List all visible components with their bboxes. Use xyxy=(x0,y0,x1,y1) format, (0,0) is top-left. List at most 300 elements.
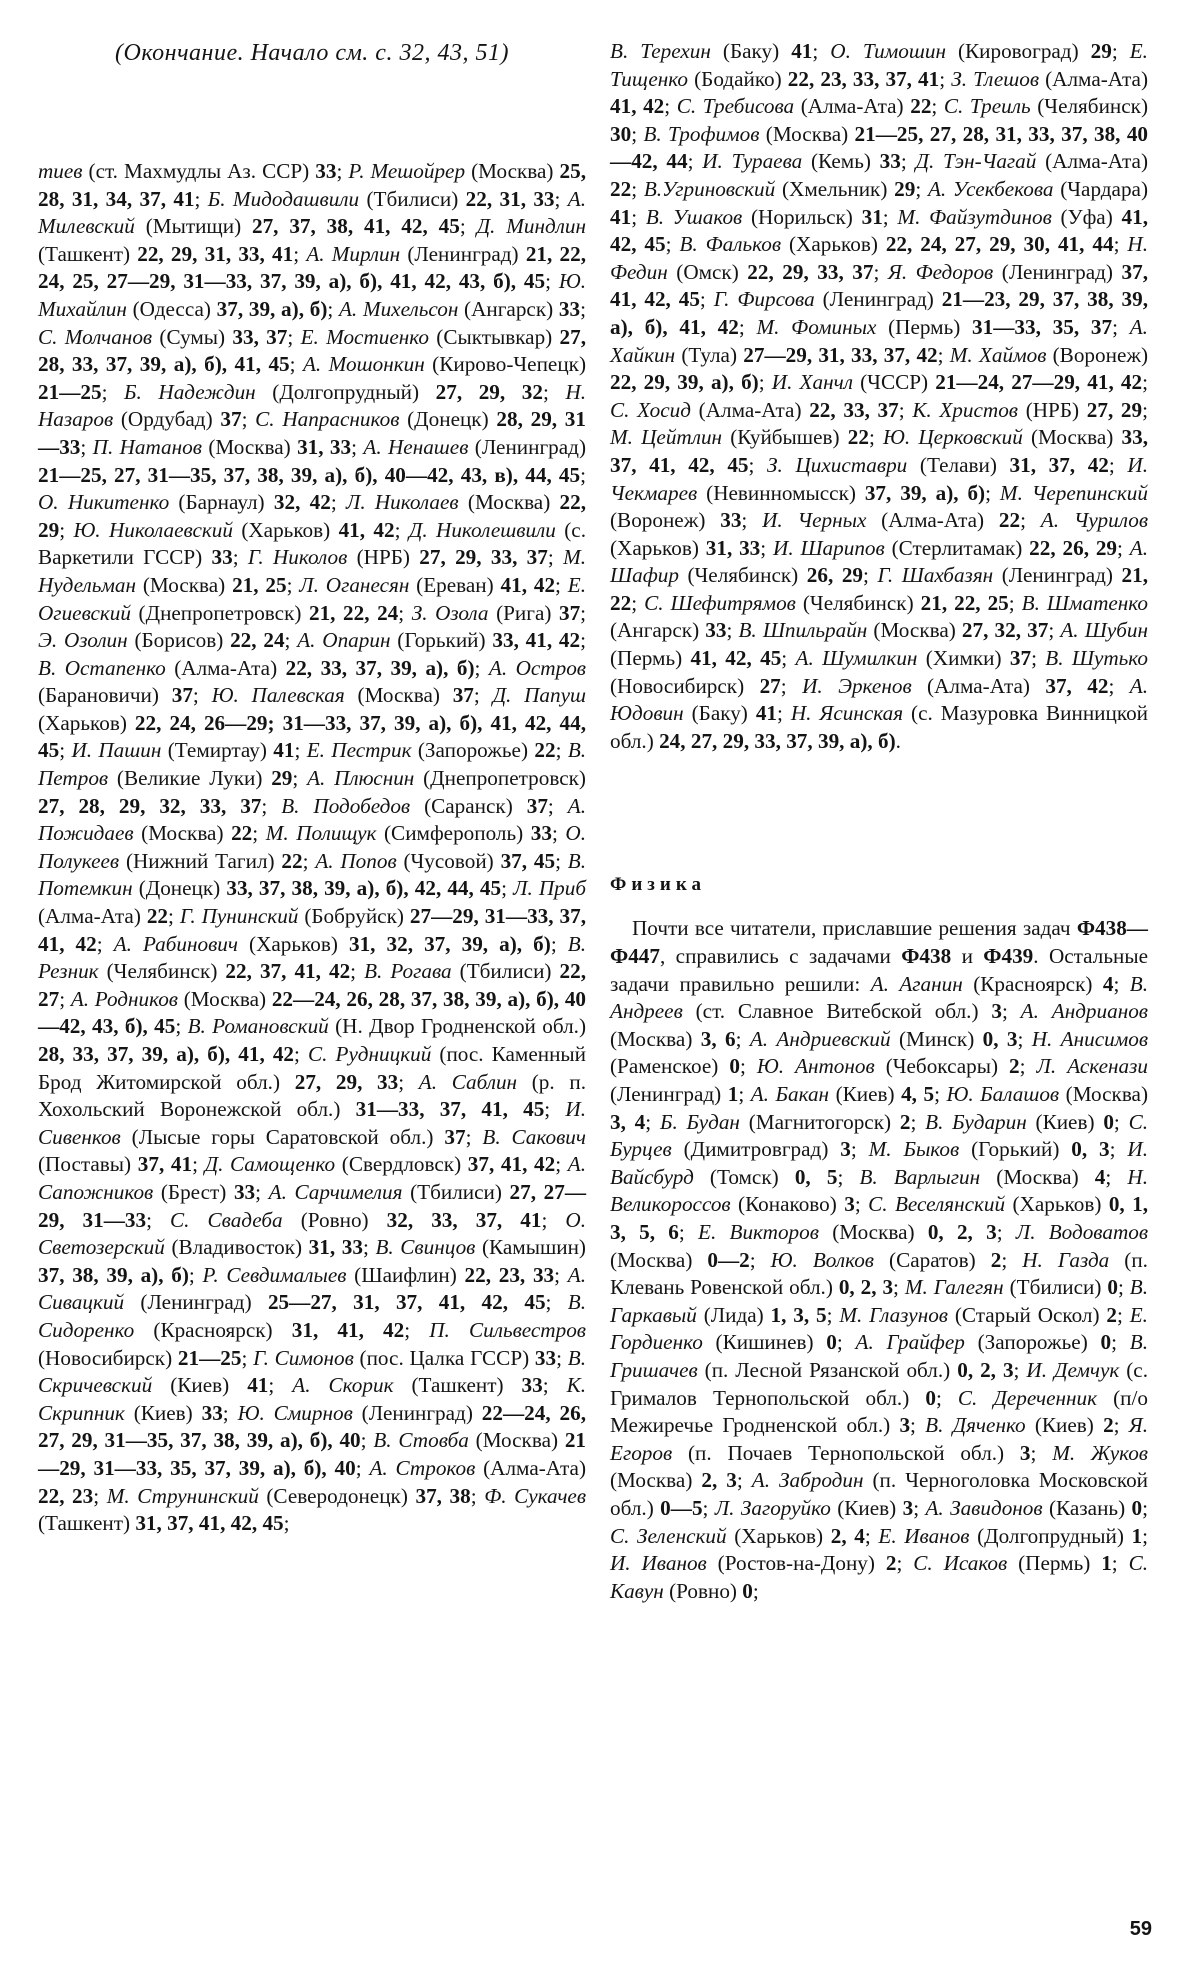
separator: ; xyxy=(864,1523,879,1548)
solver-city: (п. Клевань Ровенской обл.) xyxy=(610,1247,1148,1300)
separator: ; xyxy=(555,1152,568,1177)
solved-problems: 1, 3, 5 xyxy=(770,1302,827,1327)
solver-name: И. Демчук xyxy=(1026,1357,1120,1382)
solver-city: (Красноярск) xyxy=(962,971,1103,996)
solved-problems: 31, 33 xyxy=(705,535,761,560)
solved-problems: 27, 37, 38, 41, 42, 45 xyxy=(251,214,460,239)
solver-name: А. Шубин xyxy=(1060,618,1148,643)
solver-city: (Ангарск) xyxy=(458,296,559,321)
solved-problems: 22—24, 26, 28, 37, 38, 39, а), б), 40—42, 43, б), 45 xyxy=(38,986,587,1039)
solver-name: С. Рудницкий xyxy=(308,1042,432,1066)
solver-city: (Алма-Ата) xyxy=(690,397,810,422)
solver-city: (Алма-Ата) xyxy=(866,508,999,533)
solved-problems: 41, 42, 45 xyxy=(690,646,782,671)
solver-name: А. Михельсон xyxy=(338,296,459,321)
separator: ; xyxy=(996,1219,1016,1244)
solved-problems: 2 xyxy=(885,1551,897,1576)
separator: ; xyxy=(1113,232,1128,257)
separator: ; xyxy=(192,1152,205,1177)
solver-city: (Алма-Ата) xyxy=(911,673,1046,698)
solver-name: В. Ушаков xyxy=(645,204,743,229)
solver-name: А. Милевский xyxy=(38,186,587,239)
solver-name: В. Шутько xyxy=(1045,646,1149,671)
solved-problems: 3 xyxy=(840,1137,851,1162)
solver-name: Ю. Смирнов xyxy=(237,1400,353,1425)
solver-name: Д. Николешвили xyxy=(408,517,556,542)
solved-problems: 22, 24 xyxy=(230,628,285,653)
solver-city: (Москва) xyxy=(344,683,453,708)
solved-problems: 37, 41 xyxy=(137,1152,193,1177)
solver-city: (Ростов-на-Дону) xyxy=(706,1551,886,1576)
solver-name: Е. Мостиенко xyxy=(300,324,429,349)
solved-problems: 27, 29, 32 xyxy=(435,379,543,404)
solved-problems: 33 xyxy=(315,159,337,183)
left-column xyxy=(38,38,586,1538)
solver-name: И. Шарипов xyxy=(773,535,885,560)
separator: ; xyxy=(900,149,916,174)
solver-name: В. Сакович xyxy=(482,1124,586,1149)
solved-problems: 30 xyxy=(610,121,632,146)
solver-city: (ст. Славное Витебской обл.) xyxy=(682,999,992,1024)
solved-problems: 27—29, 31—33, 37, 41, 42 xyxy=(38,904,586,956)
solver-name: В. Шпильрайн xyxy=(738,618,868,643)
solved-problems: 41 xyxy=(273,738,295,763)
solver-name: Л. Приб xyxy=(513,876,586,901)
problem-code: Ф438—Ф447 xyxy=(610,916,1148,969)
solved-problems: 22—24, 26, 27, 29, 31—35, 37, 38, 39, а), б), 40 xyxy=(38,1400,587,1453)
separator: ; xyxy=(547,793,568,818)
solved-problems: 22, 33, 37, 39, а), б) xyxy=(285,655,475,680)
separator: ; xyxy=(545,269,559,294)
solver-name: С. Требисова xyxy=(676,94,795,119)
solver-city: (Тбилиси) xyxy=(451,959,560,984)
separator: ; xyxy=(736,1468,752,1493)
intro-text: и xyxy=(951,944,984,969)
solved-problems: 37 xyxy=(452,683,474,708)
solver-name: М. Хаймов xyxy=(949,342,1047,367)
solver-name: О. Никитенко xyxy=(38,490,170,515)
solver-name: В. Шматенко xyxy=(1021,590,1148,615)
solver-city: (Темиртау) xyxy=(161,738,274,763)
solver-name: Л. Аскенази xyxy=(1036,1054,1148,1079)
solver-name: К. Христов xyxy=(912,397,1018,422)
solver-name: М. Фоминых xyxy=(756,314,877,339)
solver-name: А. Пожидаев xyxy=(38,793,586,846)
solver-city: (ЧССР) xyxy=(852,370,936,395)
solver-city: (Брест) xyxy=(153,1179,234,1204)
solved-problems: 31, 32, 37, 39, а), б) xyxy=(348,931,551,956)
separator: ; xyxy=(268,1373,293,1398)
physics-section-title: Физика xyxy=(610,874,707,896)
solved-problems: 27, 32, 37 xyxy=(961,618,1049,643)
solver-name: А. Грайфер xyxy=(855,1330,965,1355)
solved-problems: 21—23, 29, 37, 38, 39, а), б), 41, 42 xyxy=(610,287,1149,339)
separator: ; xyxy=(935,1385,958,1410)
solved-problems: 22 xyxy=(998,508,1021,533)
solver-city: (Химки) xyxy=(917,646,1010,671)
solved-problems: 0, 2, 3 xyxy=(927,1219,997,1244)
solved-problems: 41, 42, 45 xyxy=(610,204,1148,257)
separator: ; xyxy=(555,848,568,873)
solved-problems: 0 xyxy=(1107,1275,1118,1300)
separator: ; xyxy=(1142,397,1148,422)
separator: ; xyxy=(175,1014,188,1039)
solver-city: (Москва) xyxy=(1059,1082,1149,1106)
solver-city: (НРБ) xyxy=(347,545,420,570)
solver-city: (Днепропетровск) xyxy=(414,766,586,791)
separator: ; xyxy=(893,1275,905,1300)
solver-city: (Тбилиси) xyxy=(1003,1275,1108,1300)
separator: ; xyxy=(470,1483,485,1508)
solved-problems: 22 xyxy=(146,904,169,929)
solver-city: (Лида) xyxy=(696,1302,771,1327)
solved-problems: 25—27, 31, 37, 41, 42, 45 xyxy=(267,1290,546,1315)
solver-city: (Воронеж) xyxy=(1046,342,1149,367)
solved-problems: 32, 42 xyxy=(273,490,331,515)
solver-name: С. Свадеба xyxy=(170,1207,283,1232)
solver-name: В. Терехин xyxy=(610,39,711,63)
separator: ; xyxy=(551,821,566,846)
solver-city: (Харьков) xyxy=(232,517,339,542)
solver-name: И. Черных xyxy=(762,508,867,533)
solved-problems: 33 xyxy=(879,149,901,174)
solver-name: Л. Водоватов xyxy=(1015,1219,1149,1244)
solver-city: (Ленинград) xyxy=(352,1400,482,1425)
solver-city: (Горький) xyxy=(390,628,493,653)
solved-problems: 31—33, 35, 37 xyxy=(972,314,1113,339)
separator: ; xyxy=(545,1290,568,1315)
separator: ; xyxy=(780,673,803,698)
separator: ; xyxy=(293,241,307,266)
solved-problems: 3 xyxy=(1019,1440,1031,1465)
solver-name: И. Чекмарев xyxy=(610,452,1149,505)
intro-text: , справились с задачами xyxy=(659,944,902,969)
separator: ; xyxy=(101,379,125,404)
separator: ; xyxy=(1111,1551,1129,1576)
solver-city: (пос. Каменный Брод Житомирской обл.) xyxy=(38,1042,586,1094)
solver-city: (Москва) xyxy=(465,159,560,183)
separator: ; xyxy=(738,1082,751,1106)
separator: ; xyxy=(302,848,316,873)
solver-city: (Москва) xyxy=(201,434,298,459)
solved-problems: 2, 3 xyxy=(701,1468,737,1493)
separator: ; xyxy=(283,1511,290,1536)
solved-problems: 22 xyxy=(534,738,556,763)
solver-name: А. Мошонкин xyxy=(302,352,425,377)
solver-name: В. Свинцов xyxy=(375,1235,476,1260)
solved-problems: 0 xyxy=(742,1578,753,1603)
solver-name: А. Опарин xyxy=(297,628,391,653)
solver-name: Е. Гордиенко xyxy=(610,1302,1148,1355)
solver-name: С. Дереченник xyxy=(957,1385,1098,1410)
separator: ; xyxy=(336,159,349,183)
solver-city: (Н. Двор Гродненской обл.) xyxy=(328,1014,586,1039)
separator: ; xyxy=(1020,508,1041,533)
solved-problems: 27, 28, 33, 37, 39, а), б), 41, 45 xyxy=(38,324,587,377)
solved-problems: 4, 5 xyxy=(901,1082,935,1106)
solved-problems: 0—5 xyxy=(660,1495,703,1520)
solver-city: (Ленинград) xyxy=(610,1082,728,1106)
separator: ; xyxy=(261,793,282,818)
solver-city: (Челябинск) xyxy=(795,590,921,615)
solver-city: (Москва) xyxy=(136,572,233,597)
solver-city: (ст. Махмудлы Аз. ССР) xyxy=(82,159,316,183)
separator: ; xyxy=(738,314,757,339)
solved-problems: 41 xyxy=(610,204,632,229)
separator: ; xyxy=(665,232,680,257)
solved-problems: 22, 23, 33, 37, 41 xyxy=(787,66,940,91)
solver-name: А. Саблин xyxy=(418,1069,518,1094)
solver-city: (Горький) xyxy=(959,1137,1072,1162)
solver-name: В. Варлыгин xyxy=(859,1164,981,1189)
solver-name: З. Цихиставри xyxy=(767,452,908,477)
separator: ; xyxy=(59,738,72,763)
solver-city: (Баку) xyxy=(683,701,756,726)
solver-city: (Свердловск) xyxy=(335,1152,468,1177)
solved-problems: 22, 29 xyxy=(38,490,587,542)
solved-problems: 33, 37, 41, 42, 45 xyxy=(610,425,1149,477)
solver-name: Л. Оганесян xyxy=(299,572,410,597)
solver-name: Д. Самощенко xyxy=(204,1152,336,1177)
separator: ; xyxy=(550,931,568,956)
separator: ; xyxy=(474,655,489,680)
solver-name: П. Сильвестров xyxy=(429,1317,586,1342)
separator: ; xyxy=(781,646,796,671)
separator: ; xyxy=(631,204,646,229)
separator: ; xyxy=(194,186,208,211)
solver-name: М. Быков xyxy=(868,1137,960,1162)
solver-city: (Москва) xyxy=(133,821,232,846)
separator: ; xyxy=(580,600,587,625)
separator: ; xyxy=(555,738,568,763)
separator: ; xyxy=(1142,1523,1149,1548)
solver-city: (с. Мазуровка Винницкой обл.) xyxy=(610,701,1148,753)
solver-city: (Ровно) xyxy=(663,1578,743,1603)
solved-problems: 0, 3 xyxy=(982,1026,1018,1051)
solved-problems: 21—29, 31—33, 35, 37, 39, а), б), 40 xyxy=(38,1428,587,1480)
solver-city: (Москва) xyxy=(178,986,272,1011)
solver-name: В. Петров xyxy=(38,738,587,791)
solved-problems: 37 xyxy=(1009,646,1032,671)
separator: ; xyxy=(896,1551,914,1576)
solver-city: (Нижний Тагил) xyxy=(119,848,282,873)
separator: ; xyxy=(459,214,477,239)
solved-problems: 22 xyxy=(847,425,869,450)
separator: ; xyxy=(59,986,71,1011)
solved-problems: 2 xyxy=(1106,1302,1117,1327)
solver-city: (Ордубад) xyxy=(113,407,221,432)
separator: . xyxy=(895,728,901,753)
solved-problems: 0 xyxy=(729,1054,740,1079)
solver-city: (Тбилиси) xyxy=(359,186,466,211)
solver-city: (Ташкент) xyxy=(38,1511,136,1536)
solver-name: Д. Тэн-Чагай xyxy=(915,149,1037,174)
solver-name: О. Светозерский xyxy=(38,1207,586,1260)
solver-name: Н. Газда xyxy=(1022,1247,1110,1272)
separator: ; xyxy=(80,434,93,459)
solver-city: (Ровно) xyxy=(282,1207,387,1232)
solved-problems: 2, 4 xyxy=(830,1523,865,1548)
separator: ; xyxy=(749,1247,771,1272)
solver-name: Ю. Палевская xyxy=(211,683,345,708)
continuation-note: (Окончание. Начало см. с. 32, 43, 51) xyxy=(115,40,509,66)
solver-name: Н. Анисимов xyxy=(1031,1026,1149,1051)
solved-problems: 21, 22, 25 xyxy=(920,590,1009,615)
separator: ; xyxy=(1008,590,1022,615)
solver-city: (Старый Оскол) xyxy=(948,1302,1107,1327)
solver-city: (Харьков) xyxy=(726,1523,831,1548)
solver-city: (Запорожье) xyxy=(964,1330,1101,1355)
solver-city: (Алма-Ата) xyxy=(38,904,147,929)
solver-name: В. Гришачев xyxy=(610,1330,1149,1382)
solver-name: Я. Егоров xyxy=(610,1413,1149,1465)
separator: ; xyxy=(284,628,298,653)
separator: ; xyxy=(1142,1495,1148,1520)
solver-city: (Ереван) xyxy=(409,572,501,597)
solver-name: С. Хосид xyxy=(610,397,691,422)
solver-city: (Москва) xyxy=(1022,425,1122,450)
solver-name: С. Напрасников xyxy=(255,407,400,432)
solver-city: (п. Лесной Рязанской обл.) xyxy=(697,1357,958,1382)
solver-name: Е. Викторов xyxy=(698,1219,819,1244)
separator: ; xyxy=(360,1428,374,1453)
solver-city: (Стерлитамак) xyxy=(884,535,1030,560)
separator: ; xyxy=(1001,999,1021,1024)
solver-city: (Киев) xyxy=(1026,1109,1104,1134)
solver-city: (Барнаул) xyxy=(169,490,274,515)
solver-city: (Ленинград) xyxy=(814,287,942,312)
solved-problems: 21—24, 27—29, 41, 42 xyxy=(935,370,1143,395)
separator: ; xyxy=(580,296,586,321)
solver-name: Ю. Волков xyxy=(770,1247,874,1272)
solved-problems: 2 xyxy=(1103,1413,1114,1438)
separator: ; xyxy=(544,1097,566,1122)
problem-code: Ф438 xyxy=(901,944,952,969)
separator: ; xyxy=(898,397,913,422)
solved-problems: 41 xyxy=(755,701,778,726)
separator: ; xyxy=(351,434,364,459)
solver-name: М. Галегян xyxy=(904,1275,1004,1300)
solved-problems: 22, 26, 29 xyxy=(1029,535,1118,560)
separator: ; xyxy=(252,821,266,846)
solved-problems: 21—25, 27, 31—35, 37, 38, 39, а), б), 40—42, 43, в), 44, 45 xyxy=(38,462,581,487)
solver-city: (Кировоград) xyxy=(945,39,1091,63)
solved-problems: 0 xyxy=(1100,1330,1112,1355)
solved-problems: 0 xyxy=(1131,1495,1143,1520)
solved-problems: 37, 41, 42, 45 xyxy=(610,259,1148,312)
solver-city: (Челябинск) xyxy=(1030,94,1149,119)
solver-city: (Хмельник) xyxy=(775,176,895,201)
solver-city: (Новосибирск) xyxy=(38,1345,178,1370)
solver-city: (Москва) xyxy=(980,1164,1095,1189)
solved-problems: 29 xyxy=(1090,39,1112,63)
solved-problems: 22, 24, 27, 29, 30, 41, 44 xyxy=(885,232,1114,257)
solver-name: В. Потемкин xyxy=(38,848,587,901)
intro-text: Почти все читатели, приславшие решения задач xyxy=(632,916,1077,941)
solver-city: (Тула) xyxy=(675,342,744,367)
solver-city: (Новосибирск) xyxy=(610,673,760,698)
solved-problems: 33 xyxy=(233,1179,256,1204)
solver-city: (Одесса) xyxy=(126,296,217,321)
solver-name: А. Забродин xyxy=(751,1468,864,1493)
solver-city: (Москва) xyxy=(759,121,855,146)
separator: ; xyxy=(1112,314,1130,339)
solver-city: (п/о Межиречье Гродненской обл.) xyxy=(610,1385,1149,1438)
solver-city: (Киев) xyxy=(124,1400,202,1425)
separator: ; xyxy=(726,618,739,643)
separator: ; xyxy=(934,1082,947,1106)
separator: ; xyxy=(580,628,587,653)
solved-problems: 37, 38 xyxy=(415,1483,471,1508)
solver-city: (Донецк) xyxy=(399,407,497,432)
separator: ; xyxy=(1030,1440,1053,1465)
solver-name: И. Эркенов xyxy=(802,673,912,698)
solver-city: (Алма-Ата) xyxy=(1039,66,1149,91)
solver-city: (Омск) xyxy=(667,259,748,284)
solver-name: А. Аганин xyxy=(870,971,963,996)
solver-city: (Ленинград) xyxy=(400,241,526,266)
solver-city: (Ленинград) xyxy=(468,434,586,459)
solved-problems: 21—25, 27, 28, 31, 33, 37, 38, 40—42, 44 xyxy=(610,121,1148,174)
solved-problems: 21, 22, 24, 25, 27—29, 31—33, 37, 39, а), б), 41, 42, 43, б), 45 xyxy=(38,241,586,294)
solver-name: В. Стовба xyxy=(373,1428,469,1453)
solved-problems: 41, 42 xyxy=(500,572,556,597)
separator: ; xyxy=(873,259,888,284)
solved-problems: 0—2 xyxy=(707,1247,750,1272)
separator: ; xyxy=(1117,1302,1130,1327)
page-number: 59 xyxy=(1129,1918,1152,1940)
solved-problems: 27—29, 31, 33, 37, 42 xyxy=(743,342,938,367)
solver-name: Ю. Антонов xyxy=(756,1054,875,1079)
solver-name: Э. Озолин xyxy=(38,628,128,653)
solver-city: (Харьков) xyxy=(781,232,886,257)
separator: ; xyxy=(850,1137,869,1162)
separator: ; xyxy=(1113,1413,1129,1438)
solver-name: А. Строков xyxy=(369,1455,476,1480)
right-column xyxy=(610,38,1148,1605)
separator: ; xyxy=(289,352,303,377)
separator: ; xyxy=(1001,1247,1023,1272)
solver-city: (Ангарск) xyxy=(610,618,706,643)
solved-problems: 28, 33, 37, 39, а), б), 41, 42 xyxy=(38,1042,295,1066)
separator: ; xyxy=(168,904,180,929)
separator: ; xyxy=(741,508,763,533)
solved-problems: 0, 1, 3, 5, 6 xyxy=(610,1192,1149,1244)
solved-problems: 21—25 xyxy=(38,379,102,404)
separator: ; xyxy=(554,186,568,211)
solver-city: (Димитровград) xyxy=(671,1137,841,1162)
separator: ; xyxy=(287,324,301,349)
separator: ; xyxy=(1019,1054,1037,1079)
solved-problems: 4 xyxy=(1102,971,1114,996)
solver-name: Л. Загоруйко xyxy=(714,1495,831,1520)
solver-city: (Москва) xyxy=(468,1428,565,1453)
separator: ; xyxy=(882,204,898,229)
solver-city: (Норильск) xyxy=(742,204,862,229)
separator: ; xyxy=(404,1317,430,1342)
solver-name: С. Молчанов xyxy=(38,324,153,349)
solver-city: (Пермь) xyxy=(876,314,973,339)
solver-name: М. Струнинский xyxy=(106,1483,259,1508)
solved-problems: 21, 22, 24 xyxy=(308,600,399,625)
solver-name: Д. Папуш xyxy=(492,683,587,708)
solver-city: (Кемь) xyxy=(802,149,880,174)
solver-city: (Кирово-Чепецк) xyxy=(424,352,587,377)
solved-problems: 31, 37, 41, 42, 45 xyxy=(135,1511,284,1536)
solver-city: (пос. Цалка ГССР) xyxy=(353,1345,535,1370)
solver-name: А. Бакан xyxy=(750,1082,830,1106)
solver-name: С. Треиль xyxy=(943,94,1031,119)
